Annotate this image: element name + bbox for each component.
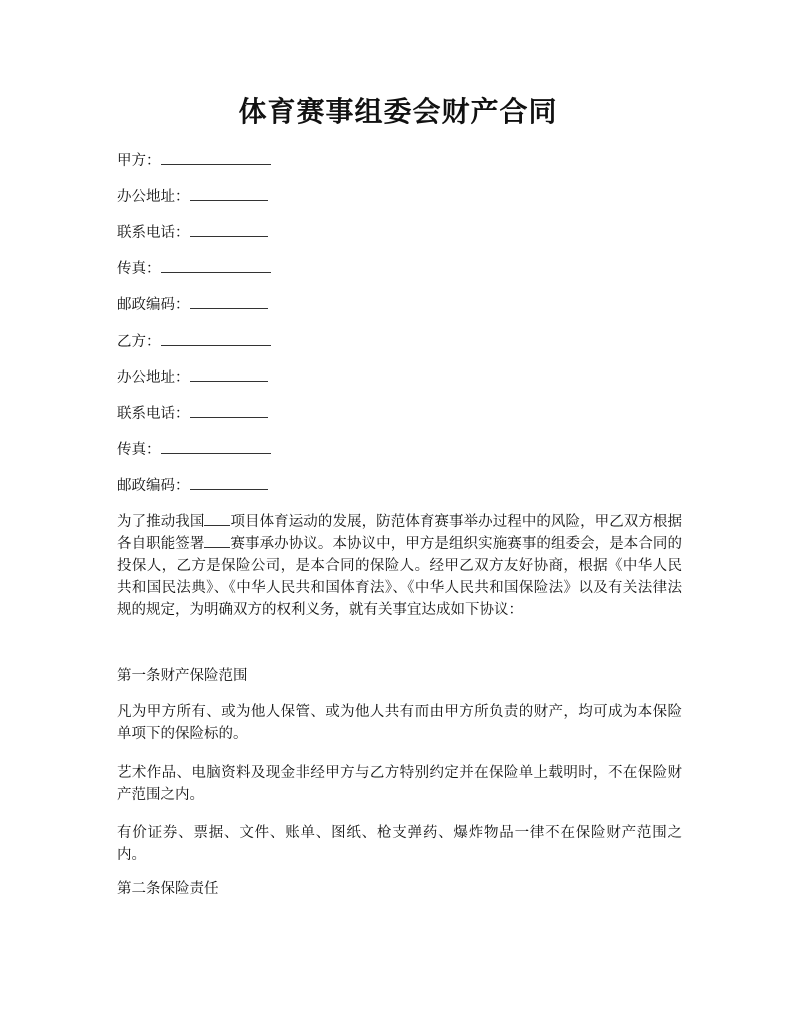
document-title: 体育赛事组委会财产合同 — [238, 95, 558, 128]
party-b-address-blank[interactable] — [190, 367, 268, 382]
article-1-paragraph-2: 艺术作品、电脑资料及现金非经甲方与乙方特别约定并在保险单上载明时，不在保险财产范围之内。 — [117, 765, 682, 803]
party-b-fax-field — [117, 439, 271, 460]
sport-project-blank[interactable] — [204, 513, 230, 526]
party-a-postcode-label: 邮政编码： — [117, 297, 190, 313]
party-a-address-field — [117, 186, 268, 207]
party-a-fax-label: 传真： — [117, 261, 161, 277]
event-name-blank[interactable] — [204, 535, 230, 548]
preamble-paragraph — [117, 511, 682, 621]
party-b-postcode-blank[interactable] — [190, 475, 268, 490]
party-b-fax-blank[interactable] — [161, 439, 271, 454]
article-1-paragraph-1: 凡为甲方所有、或为他人保管、或为他人共有而由甲方所负责的财产，均可成为本保险单项下的保险标的。 — [117, 704, 682, 742]
party-a-postcode-blank[interactable] — [190, 294, 268, 309]
party-a-address-label: 办公地址： — [117, 189, 190, 205]
preamble-text-2: 项目体育运动的发展，防范体育赛事举办过程中的风险，甲乙双方根据各自职能签署 — [117, 514, 682, 552]
party-b-name-label: 乙方： — [117, 334, 161, 350]
party-a-phone-blank[interactable] — [190, 222, 268, 237]
party-b-phone-blank[interactable] — [190, 403, 268, 418]
party-a-name-label: 甲方： — [117, 153, 161, 169]
party-a-address-blank[interactable] — [190, 186, 268, 201]
party-b-fax-label: 传真： — [117, 442, 161, 458]
preamble-text-1: 为了推动我国 — [117, 514, 205, 530]
party-a-phone-field — [117, 222, 268, 243]
party-b-postcode-label: 邮政编码： — [117, 478, 190, 494]
party-a-postcode-field — [117, 294, 268, 315]
party-a-name-field — [117, 150, 271, 171]
party-a-fax-field — [117, 258, 271, 279]
party-a-fax-blank[interactable] — [161, 258, 271, 273]
party-b-address-field — [117, 367, 268, 388]
party-b-address-label: 办公地址： — [117, 370, 190, 386]
party-b-name-field — [117, 331, 271, 352]
party-a-name-blank[interactable] — [161, 150, 271, 165]
party-b-postcode-field — [117, 475, 268, 496]
article-1-heading: 第一条财产保险范围 — [117, 668, 248, 684]
article-2-heading: 第二条保险责任 — [117, 881, 219, 897]
article-1-paragraph-3: 有价证券、票据、文件、账单、图纸、枪支弹药、爆炸物品一律不在保险财产范围之内。 — [117, 825, 682, 863]
party-b-name-blank[interactable] — [161, 331, 271, 346]
party-b-phone-field — [117, 403, 268, 424]
preamble-text-3: 赛事承办协议。本协议中，甲方是组织实施赛事的组委会，是本合同的投保人，乙方是保险公司，是本合同的保险人。经甲乙双方友好协商，根据《中华人民共和国民法典》、《中华人民共和国体育法》、《中华人民共和国保险法》以及有关法律法规的规定，为明确双方的权利义务，就有关事宜达成如下协议： — [117, 536, 682, 618]
party-a-phone-label: 联系电话： — [117, 225, 190, 241]
party-b-phone-label: 联系电话： — [117, 406, 190, 422]
